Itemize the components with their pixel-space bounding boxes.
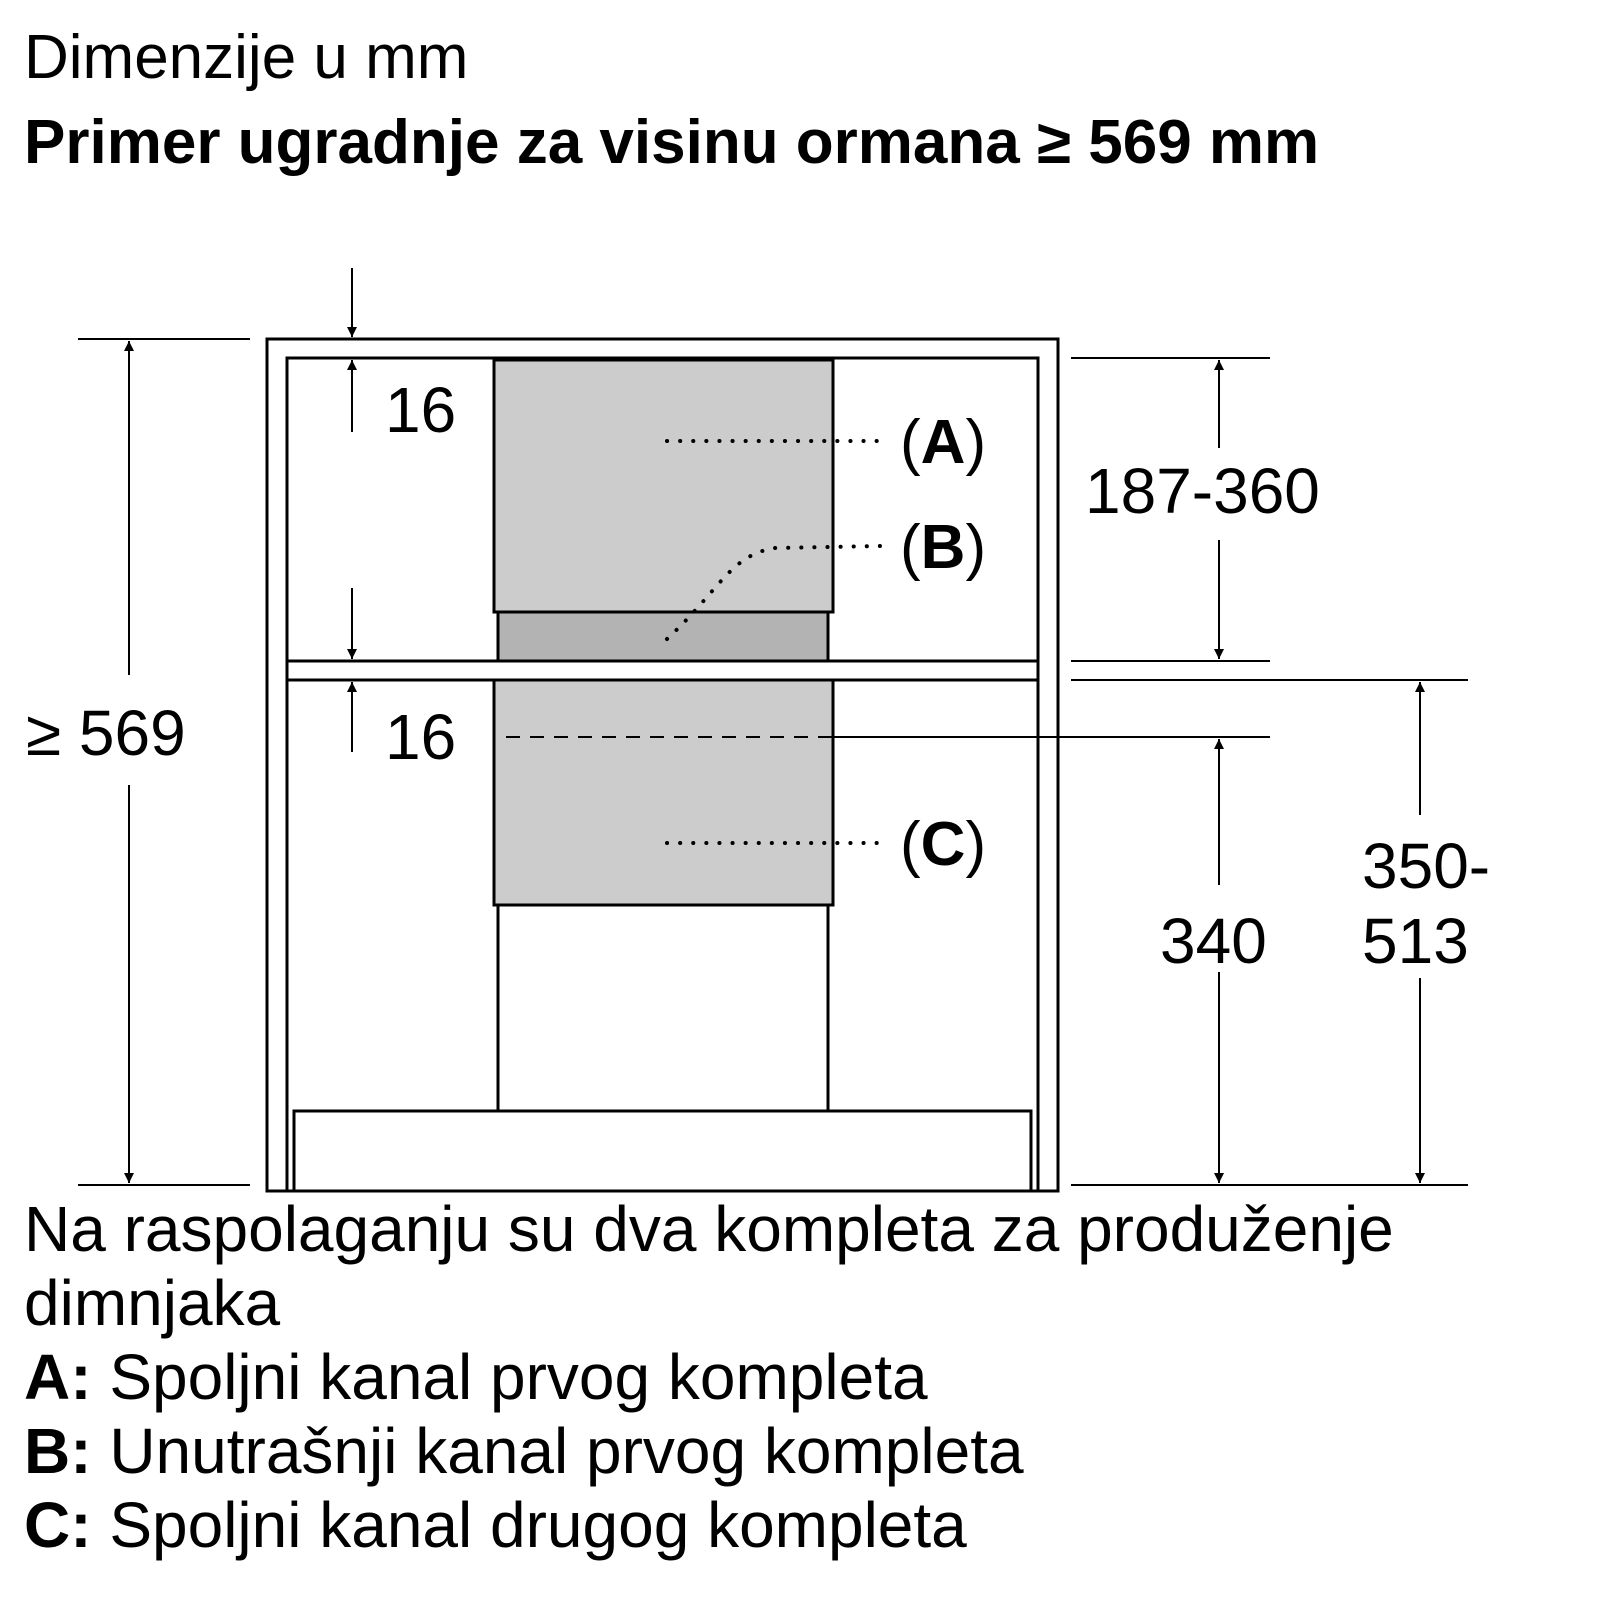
legend-key-a: A: (24, 1341, 92, 1413)
legend-notes (24, 1192, 1584, 1562)
dim-right-range-line1: 350- (1362, 830, 1491, 902)
hood (294, 905, 1031, 1191)
dim-lower-height: 340 (1160, 905, 1267, 977)
duct-c-outer-channel (494, 680, 833, 905)
dim-shelf-gap: 16 (385, 701, 457, 773)
legend-text-a: Spoljni kanal prvog kompleta (109, 1341, 928, 1413)
legend-item-a (24, 1340, 1584, 1414)
dim-total-height: ≥ 569 (26, 697, 186, 769)
legend-text-b: Unutrašnji kanal prvog kompleta (109, 1415, 1024, 1487)
notes-intro: Na raspolaganju su dva kompleta za produženje dimnjaka (24, 1193, 1394, 1339)
legend-key-c: C: (24, 1489, 92, 1561)
dim-right-range-line2: 513 (1362, 905, 1469, 977)
label-b: (B) (900, 513, 987, 582)
cabinet-shelf (287, 661, 1038, 680)
legend-item-c (24, 1488, 1584, 1562)
hood-canopy (294, 1111, 1031, 1191)
dim-top-gap: 16 (385, 374, 457, 446)
subtitle: Dimenzije u mm (24, 23, 469, 92)
legend-item-b (24, 1414, 1584, 1488)
dim-upper-range: 187-360 (1085, 455, 1320, 527)
duct-a-outer-channel (494, 360, 833, 612)
duct-b-inner-channel (498, 612, 828, 661)
hood-chimney-body (498, 905, 828, 1111)
legend-key-b: B: (24, 1415, 92, 1487)
label-a: (A) (900, 408, 987, 477)
page-title: Primer ugradnje za visinu ormana ≥ 569 mm (24, 108, 1320, 177)
label-c: (C) (900, 810, 987, 879)
legend-text-c: Spoljni kanal drugog kompleta (109, 1489, 967, 1561)
